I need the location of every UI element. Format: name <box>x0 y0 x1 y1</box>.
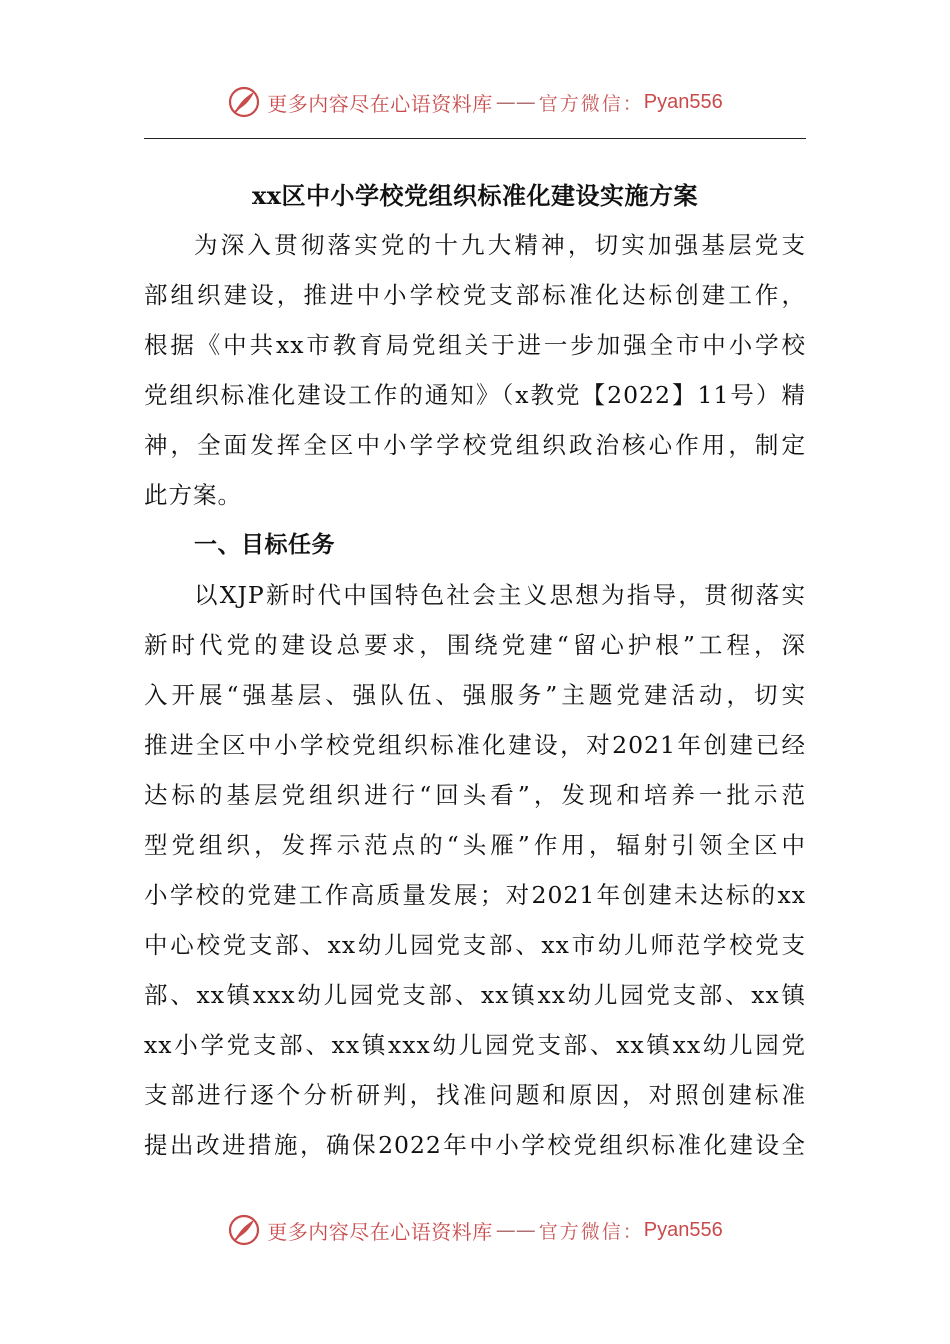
paragraph-line: 推进全区中小学校党组织标准化建设，对2021年创建已经 <box>144 731 806 759</box>
quill-logo-icon <box>227 1213 261 1247</box>
document-body <box>144 220 806 1170</box>
paragraph-line: 以XJP新时代中国特色社会主义思想为指导，贯彻落实 <box>194 581 806 609</box>
paragraph-line: 新时代党的建设总要求，围绕党建“留心护根”工程，深 <box>144 631 806 659</box>
paragraph-line: 中心校党支部、xx幼儿园党支部、xx市幼儿师范学校党支 <box>144 931 806 959</box>
header-watermark-banner <box>0 82 950 122</box>
paragraph-line: 此方案。 <box>144 481 242 509</box>
paragraph-line: 型党组织，发挥示范点的“头雁”作用，辐射引领全区中 <box>144 831 806 859</box>
banner-wechat-id: Pyan556 <box>643 90 723 113</box>
banner-separator: —— <box>495 90 536 114</box>
paragraph-line: 入开展“强基层、强队伍、强服务”主题党建活动，切实 <box>144 681 806 709</box>
paragraph-line: 小学校的党建工作高质量发展；对2021年创建未达标的xx <box>144 881 806 909</box>
banner-wechat-id: Pyan556 <box>643 1218 723 1241</box>
paragraph-line: 达标的基层党组织进行“回头看”，发现和培养一批示范 <box>144 781 806 809</box>
paragraph-line: 党组织标准化建设工作的通知》（x教党【2022】11号）精 <box>144 381 806 409</box>
header-divider <box>144 138 806 139</box>
banner-text: 更多内容尽在心语资料库 <box>267 91 493 116</box>
banner-text: 更多内容尽在心语资料库 <box>267 1219 493 1244</box>
banner-separator: —— <box>495 1218 536 1242</box>
footer-watermark-banner <box>0 1210 950 1250</box>
paragraph-line: 神，全面发挥全区中小学学校党组织政治核心作用，制定 <box>144 431 806 459</box>
paragraph-line: 支部进行逐个分析研判，找准问题和原因，对照创建标准 <box>144 1081 806 1109</box>
banner-wechat-label: 官方微信： <box>538 92 644 115</box>
banner-wechat-label: 官方微信： <box>538 1220 644 1243</box>
paragraph-line: xx小学党支部、xx镇xxx幼儿园党支部、xx镇xx幼儿园党 <box>144 1031 806 1059</box>
paragraph-line: 部、xx镇xxx幼儿园党支部、xx镇xx幼儿园党支部、xx镇 <box>144 981 806 1009</box>
section-heading: 一、目标任务 <box>194 532 335 558</box>
paragraph-line: 根据《中共xx市教育局党组关于进一步加强全市中小学校 <box>144 331 806 359</box>
paragraph-line: 部组织建设，推进中小学校党支部标准化达标创建工作， <box>144 281 806 309</box>
paragraph-line: 为深入贯彻落实党的十九大精神，切实加强基层党支 <box>194 231 806 259</box>
quill-logo-icon <box>227 85 261 119</box>
document-title: xx区中小学校党组织标准化建设实施方案 <box>251 181 699 210</box>
paragraph-line: 提出改进措施，确保2022年中小学校党组织标准化建设全 <box>144 1131 806 1159</box>
